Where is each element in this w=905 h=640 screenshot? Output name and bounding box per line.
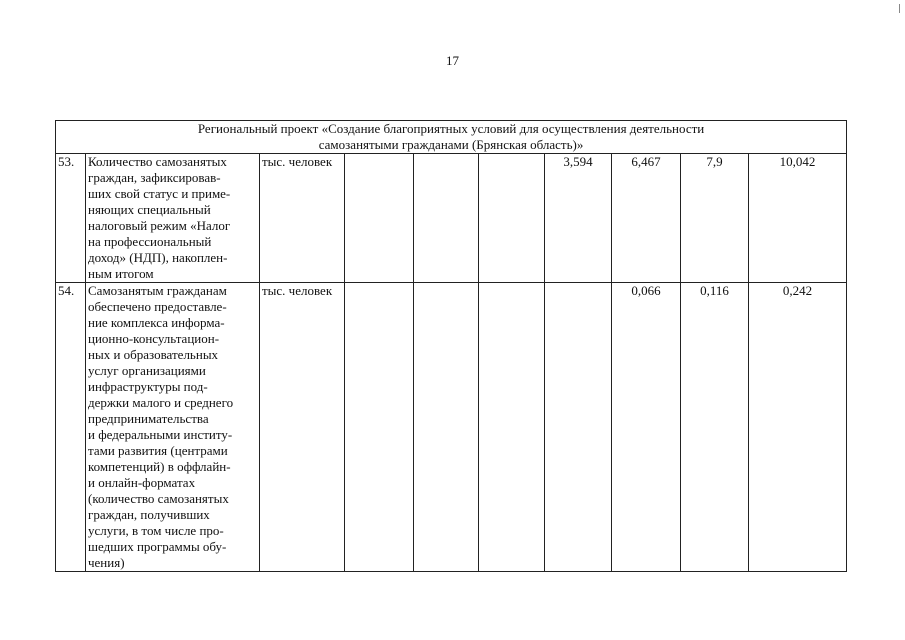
value-cell: [479, 283, 545, 572]
name-line: граждан, получивших: [88, 507, 210, 522]
name-line: доход» (НДП), накоплен-: [88, 250, 228, 265]
indicators-table: [55, 120, 847, 572]
regional-project-title-line2: самозанятыми гражданами (Брянская область)»: [318, 137, 584, 152]
value-cell: [345, 154, 414, 283]
name-line: обеспечено предоставле-: [88, 299, 227, 314]
name-line: чения): [88, 555, 125, 570]
value-cell: 10,042: [749, 154, 847, 283]
value-cell: [414, 283, 479, 572]
value-cell: 6,467: [612, 154, 681, 283]
table-row: [56, 154, 847, 283]
name-line: шедших программы обу-: [88, 539, 227, 554]
name-line: на профессиональный: [88, 234, 212, 249]
name-line: и федеральными институ-: [88, 427, 233, 442]
name-line: и онлайн-форматах: [88, 475, 196, 490]
regional-project-title: [56, 121, 847, 154]
value-cell: 0,242: [749, 283, 847, 572]
row-number: 53.: [56, 154, 86, 283]
name-line: держки малого и среднего: [88, 395, 234, 410]
name-line: компетенций) в оффлайн-: [88, 459, 231, 474]
name-line: няющих специальный: [88, 202, 211, 217]
name-line: ших свой статус и приме-: [88, 186, 231, 201]
name-line: ционно-консультацион-: [88, 331, 220, 346]
name-line: услуг организациями: [88, 363, 206, 378]
unit-cell: тыс. человек: [260, 154, 345, 283]
value-cell: [345, 283, 414, 572]
table-header-row: [56, 121, 847, 154]
table-row: [56, 283, 847, 572]
scan-edge-mark: [899, 4, 900, 13]
name-line: инфраструктуры под-: [88, 379, 208, 394]
regional-project-title-line1: Региональный проект «Создание благоприятных условий для осуществления деятельности: [197, 121, 705, 136]
value-cell: [479, 154, 545, 283]
name-line: ных и образовательных: [88, 347, 219, 362]
name-line: граждан, зафиксировав-: [88, 170, 221, 185]
name-line: тами развития (центрами: [88, 443, 228, 458]
name-line: налоговый режим «Налог: [88, 218, 231, 233]
value-cell: [414, 154, 479, 283]
indicator-name: [86, 283, 260, 572]
name-line: ным итогом: [88, 266, 154, 281]
page-number: 17: [446, 53, 459, 68]
value-cell: 0,066: [612, 283, 681, 572]
value-cell: 3,594: [545, 154, 612, 283]
name-line: (количество самозанятых: [88, 491, 229, 506]
name-line: Количество самозанятых: [88, 154, 227, 169]
name-line: предпринимательства: [88, 411, 209, 426]
name-line: услуги, в том числе про-: [88, 523, 224, 538]
name-line: Самозанятым гражданам: [88, 283, 227, 298]
name-line: ние комплекса информа-: [88, 315, 225, 330]
unit-cell: тыс. человек: [260, 283, 345, 572]
indicator-name: [86, 154, 260, 283]
value-cell: [545, 283, 612, 572]
row-number: 54.: [56, 283, 86, 572]
value-cell: 7,9: [681, 154, 749, 283]
value-cell: 0,116: [681, 283, 749, 572]
